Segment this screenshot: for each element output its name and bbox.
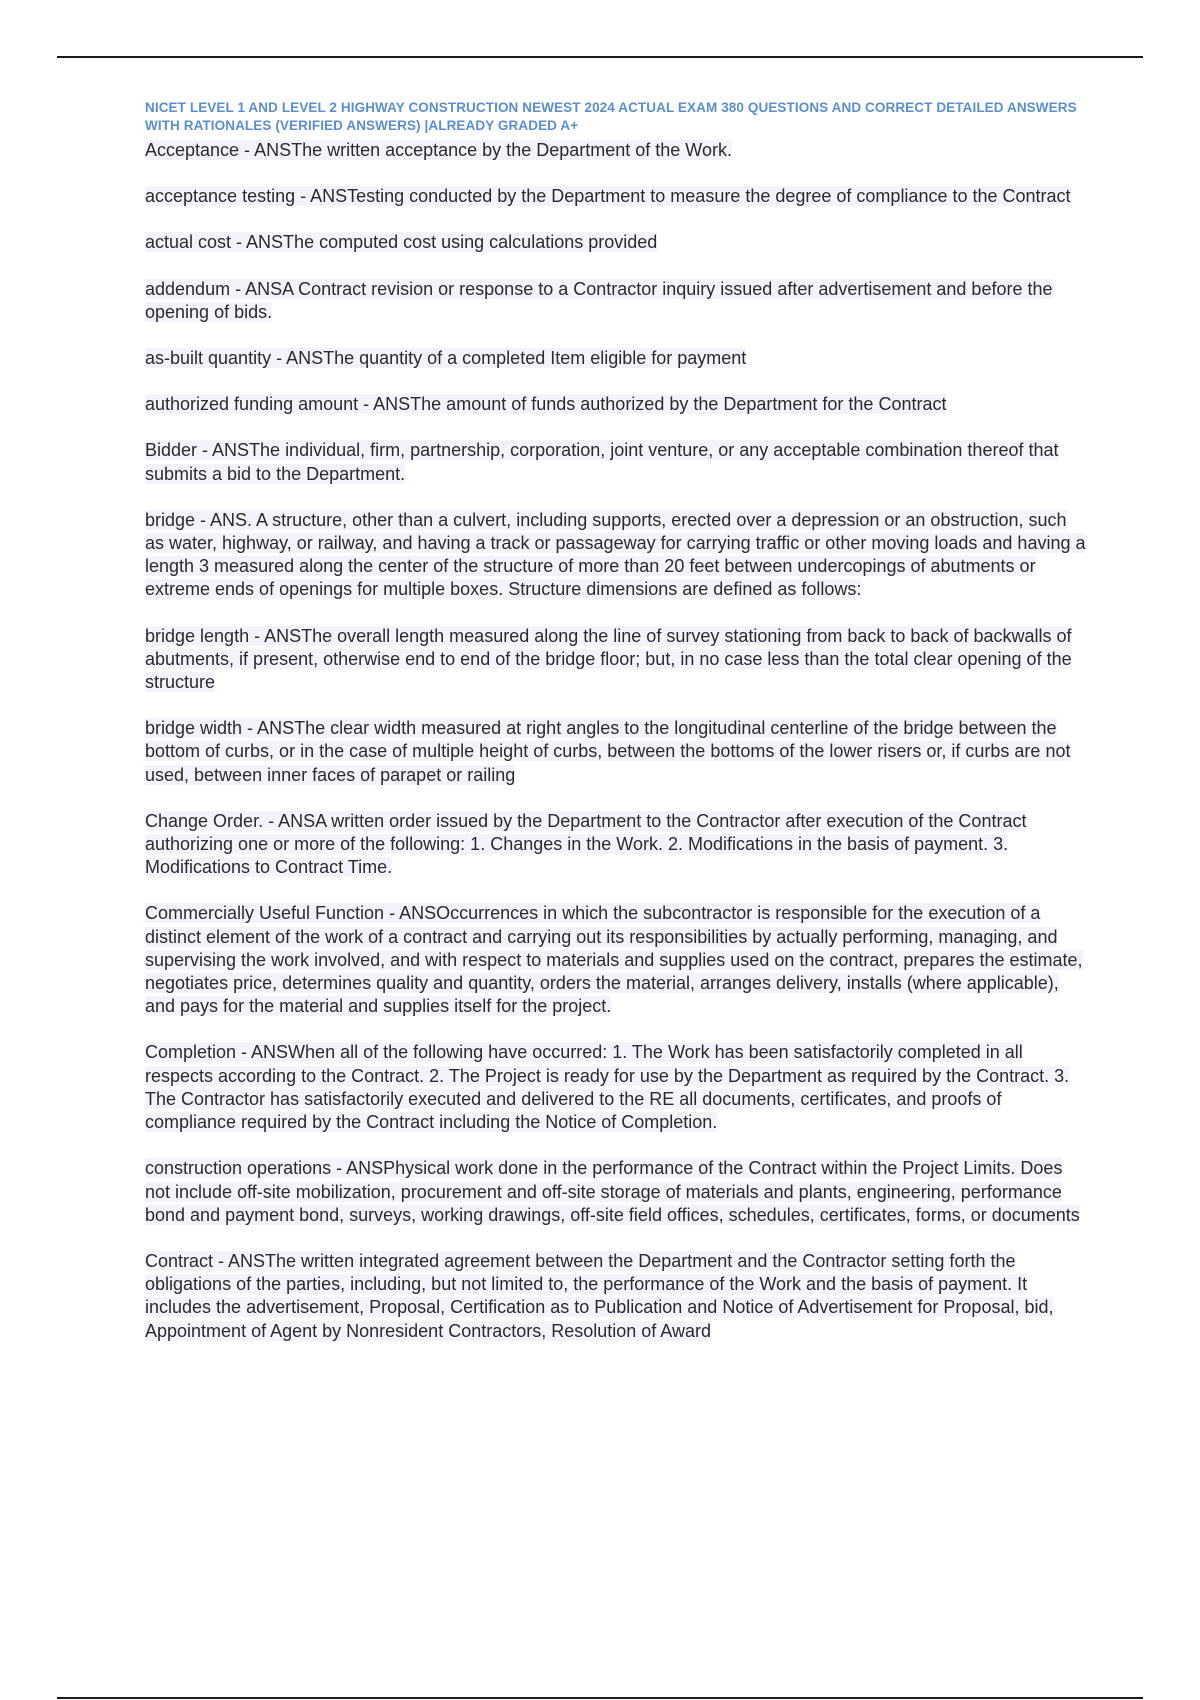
definition-entry <box>145 509 1090 602</box>
definition-text: Change Order. - ANSA written order issued by the Department to the Contractor after execution of the Contract authorizing one or more of the following: 1. Changes in the Work. 2. Modifications in the basis of payment. 3. Modifications to Contract Time. <box>145 810 1027 878</box>
definition-entry <box>145 717 1090 787</box>
definition-text: bridge - ANS. A structure, other than a culvert, including supports, erected over a depression or an obstruction, such as water, highway, or railway, and having a track or passageway for carrying traffic or other moving loads and having a length 3 measured along the center of the structure of more than 20 feet between undercopings of abutments or extreme ends of openings for multiple boxes. Structure dimensions are defined as follows: <box>145 509 1086 600</box>
definition-text: construction operations - ANSPhysical work done in the performance of the Contract within the Project Limits. Does not include off-site mobilization, procurement and off-site storage of materials and plants, engineering, performance bond and payment bond, surveys, working drawings, off-site field offices, schedules, certificates, forms, or documents <box>145 1158 1080 1225</box>
definition-entry <box>145 347 1090 370</box>
footer-divider <box>57 1697 1143 1699</box>
definition-entry <box>145 1157 1090 1227</box>
definition-text: as-built quantity - ANSThe quantity of a completed Item eligible for payment <box>145 348 747 369</box>
definition-text: bridge length - ANSThe overall length measured along the line of survey stationing from back to back of backwalls of abutments, if present, otherwise end to end of the bridge floor; but, in no case less than the total clear opening of the structure <box>145 625 1072 693</box>
definition-entry <box>145 393 1090 416</box>
header-divider <box>57 56 1143 58</box>
definition-text: bridge width - ANSThe clear width measured at right angles to the longitudinal centerline of the bridge between the bottom of curbs, or in the case of multiple height of curbs, between the bottoms of the lower risers or, if curbs are not used, between inner faces of parapet or railing <box>145 718 1071 785</box>
definition-entry <box>145 625 1090 695</box>
definition-entry <box>145 439 1090 485</box>
definition-entry <box>145 231 1090 254</box>
definition-entry <box>145 1250 1090 1343</box>
definition-text: Acceptance - ANSThe written acceptance by the Department of the Work. <box>145 140 732 160</box>
definition-entry <box>145 139 1090 162</box>
definition-text: addendum - ANSA Contract revision or response to a Contractor inquiry issued after advertisement and before the opening of bids. <box>145 278 1053 322</box>
definition-text: Contract - ANSThe written integrated agreement between the Department and the Contractor setting forth the obligations of the parties, including, but not limited to, the performance of the Work and the basis of payment. It includes the advertisement, Proposal, Certification as to Publication and Notice of Advertisement for Proposal, bid, Appointment of Agent by Nonresident Contractors, Resolution of Award <box>145 1250 1054 1341</box>
definition-text: Commercially Useful Function - ANSOccurrences in which the subcontractor is responsible for the execution of a distinct element of the work of a contract and carrying out its responsibilities by actually performing, managing, and supervising the work involved, and with respect to materials and supplies used on the contract, prepares the estimate, negotiates price, determines quality and quantity, orders the material, arranges delivery, installs (where applicable), and pays for the material and supplies itself for the project. <box>145 903 1083 1017</box>
document-title: NICET LEVEL 1 AND LEVEL 2 HIGHWAY CONSTRUCTION NEWEST 2024 ACTUAL EXAM 380 QUESTIONS AND CORRECT DETAILED ANSWERS WITH RATIONALES (VERIFIED ANSWERS) |ALREADY GRADED A+ <box>145 100 1077 133</box>
document-body <box>145 99 1090 1366</box>
definition-entry <box>145 1041 1090 1134</box>
definition-text: Completion - ANSWhen all of the following have occurred: 1. The Work has been satisfactorily completed in all respects according to the Contract. 2. The Project is ready for use by the Department as required by the Contract. 3. The Contractor has satisfactorily executed and delivered to the RE all documents, certificates, and proofs of compliance required by the Contract including the Notice of Completion. <box>145 1042 1070 1133</box>
definition-entry <box>145 902 1090 1018</box>
definition-text: actual cost - ANSThe computed cost using calculations provided <box>145 232 658 253</box>
definition-text: acceptance testing - ANSTesting conducted by the Department to measure the degree of compliance to the Contract <box>145 186 1071 207</box>
definition-entry <box>145 810 1090 880</box>
definition-text: Bidder - ANSThe individual, firm, partnership, corporation, joint venture, or any acceptable combination thereof that submits a bid to the Department. <box>145 440 1059 484</box>
definition-text: authorized funding amount - ANSThe amount of funds authorized by the Department for the Contract <box>145 394 947 415</box>
definition-entry <box>145 185 1090 208</box>
definition-entry <box>145 278 1090 324</box>
